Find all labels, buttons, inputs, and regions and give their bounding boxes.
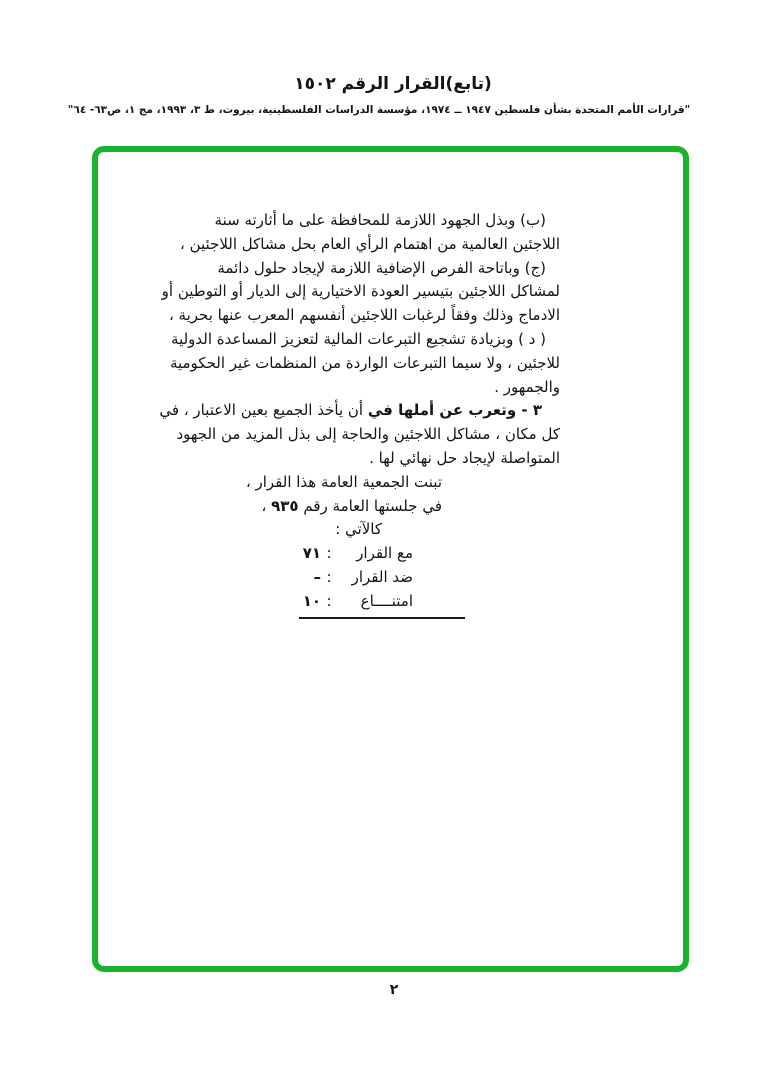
adoption-line-3: كالآتي : <box>335 520 382 539</box>
vote-abstain-value: ١٠ <box>302 591 321 610</box>
vote-against-value: – <box>313 567 321 586</box>
body-line-3-3: المتواصلة لإيجاد حل نهائي لها . <box>369 448 560 467</box>
body-line-j1: (ج) وباتاحة الفرص الإضافية اللازمة لإيجاد حلول دائمة <box>217 258 546 277</box>
page-number: ٢ <box>389 982 399 998</box>
body-line-d2: للاجئين ، ولا سيما التبرعات الواردة من المنظمات غير الحكومية <box>169 353 560 372</box>
adoption-line-2-pre: في جلستها العامة رقم <box>298 496 442 515</box>
vote-against-label: ضد القرار <box>351 567 413 586</box>
vote-for-separator: : <box>326 544 332 563</box>
body-line-b1: (ب) وبذل الجهود اللازمة للمحافظة على ما أثارته سنة <box>214 211 546 229</box>
vote-abstain-label: امتنــــاع <box>360 591 413 610</box>
body-line-d1: ( د ) وبزيادة تشجيع التبرعات المالية لتعزيز المساعدة الدولية <box>171 329 546 348</box>
body-line-j3: الادماج وذلك وفقاً لرغبات اللاجئين أنفسهم المعرب عنها بحرية ، <box>168 306 560 325</box>
body-line-3-2: كل مكان ، مشاكل اللاجئين والحاجة إلى بذل المزيد من الجهود <box>176 425 560 444</box>
clause-3-lead-rest: أن يأخذ الجميع بعين الاعتبار ، في <box>159 401 368 420</box>
body-line-b2: اللاجئين العالمية من اهتمام الرأي العام بحل مشاكل اللاجئين ، <box>179 234 560 253</box>
clause-3-lead-bold: ٣ - وتعرب عن أملها في <box>367 401 542 420</box>
vote-row-abstain <box>160 590 560 614</box>
session-number: ٩٣٥ <box>271 496 299 515</box>
page-title: (تابع)القرار الرقم ١٥٠٢ <box>294 74 492 94</box>
body-line-3-1 <box>160 399 560 423</box>
vote-for-label: مع القرار <box>356 544 413 563</box>
resolution-text <box>160 209 560 619</box>
adoption-line-2 <box>160 495 560 519</box>
adoption-line-1: تبنت الجمعية العامة هذا القرار ، <box>245 472 442 491</box>
vote-row-against <box>160 566 560 590</box>
body-line-j2: لمشاكل اللاجئين بتيسير العودة الاختيارية إلى الديار أو التوطين أو <box>161 282 560 301</box>
body-line-d3: والجمهور . <box>494 377 560 396</box>
end-divider <box>299 617 465 619</box>
adoption-line-2-post: ، <box>261 496 272 515</box>
vote-for-value: ٧١ <box>302 544 321 563</box>
vote-row-for <box>160 542 560 566</box>
source-citation: "قرارات الأمم المتحدة بشأن فلسطين ١٩٤٧ ــ ١٩٧٤، مؤسسة الدراسات الفلسطينية، بيروت، ط ٣، ١٩٩٣، مج ١، ص٦٣- ٦٤" <box>67 104 691 116</box>
vote-abstain-separator: : <box>326 591 332 610</box>
vote-against-separator: : <box>326 567 332 586</box>
